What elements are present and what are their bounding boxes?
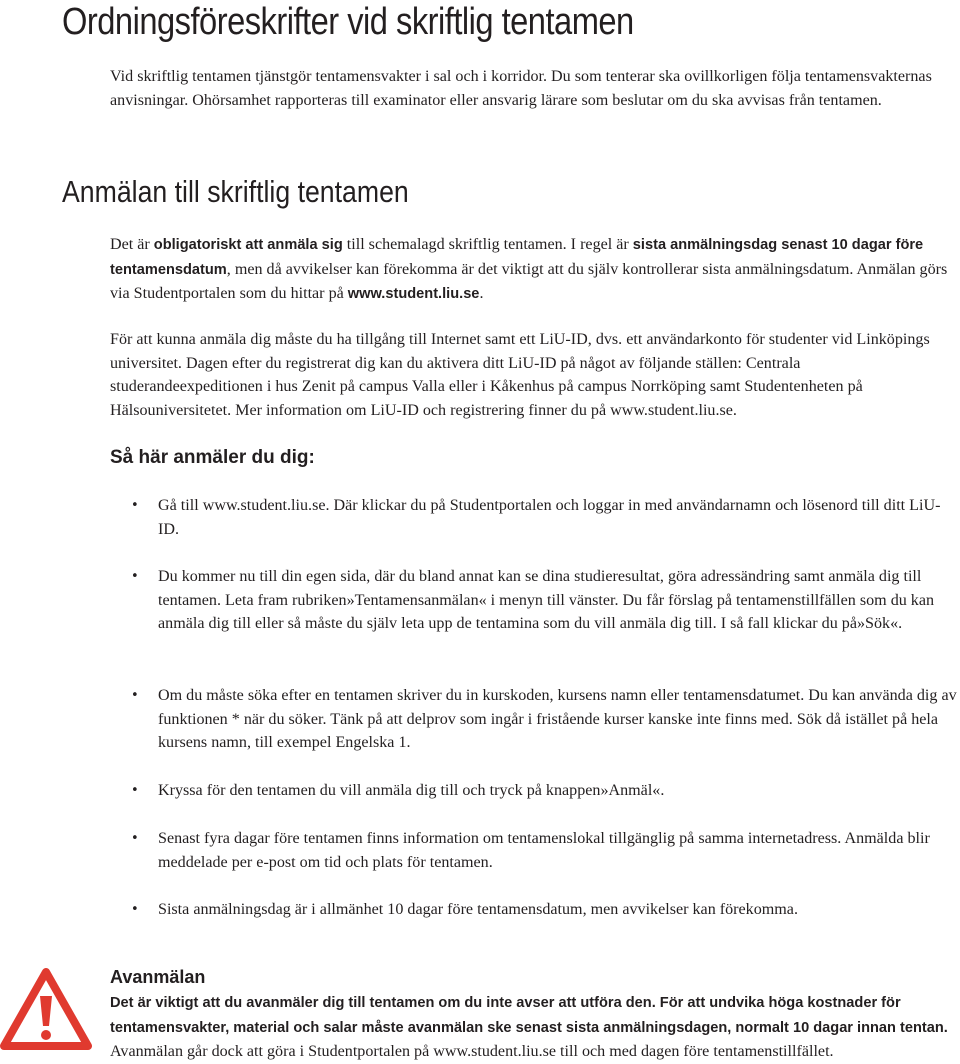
text-run: till schemalagd skriftlig tentamen. I regel är xyxy=(342,236,633,253)
howto-heading: Så här anmäler du dig: xyxy=(110,447,315,468)
cancellation-bold-text: Det är viktigt att du avanmäler dig till tentamen om du inte avser att utföra den. För att undvika höga kostnader för tentamensvakter, material och salar måste avanmälan ske senast sista anmälningsdagen, normalt 10 dagar innan tentan. xyxy=(110,995,948,1036)
list-item: • Sista anmälningsdag är i allmänhet 10 dagar före tentamensdatum, men avvikelser kan förekomma. xyxy=(158,898,958,922)
emphasis-deadline: sista anmälningsdag senast 10 dagar före tentamensdatum xyxy=(110,237,924,278)
registration-heading: Anmälan till skriftlig tentamen xyxy=(62,174,409,209)
intro-paragraph: Vid skriftlig tentamen tjänstgör tentamensvakter i sal och i korridor. Du som tenterar ska ovillkorligen följa tentamensvakternas anvisningar. Ohörsamhet rapporteras till examinator eller ansvarig lärare som beslutar om du ska avvisas från tentamen. xyxy=(110,68,932,109)
list-item: • Senast fyra dagar före tentamen finns information om tentamenslokal tillgänglig på samma internetadress. Anmälda blir meddelade per e-post om tid och plats för tentamen. xyxy=(158,827,958,874)
text-run: , men då avvikelser kan förekomma är det viktigt att du själv kontrollerar sista anmälningsdatum. Anmälan görs via Studentportalen som du hittar på xyxy=(110,260,948,302)
registration-paragraph-1 xyxy=(110,233,956,307)
emphasis-mandatory: obligatoriskt att anmäla sig xyxy=(153,237,343,253)
list-item: • Gå till www.student.liu.se. Där klickar du på Studentportalen och loggar in med användarnamn och lösenord till ditt LiU-ID. xyxy=(158,494,958,541)
cancellation-heading: Avanmälan xyxy=(110,967,206,987)
cancellation-text: Avanmälan går dock att göra i Studentportalen på www.student.liu.se till och med dagen före tentamenstillfället. xyxy=(110,1043,834,1060)
registration-paragraph-2: För att kunna anmäla dig måste du ha tillgång till Internet samt ett LiU-ID, dvs. ett användarkonto för studenter vid Linköpings universitet. Dagen efter du registrerat dig kan du aktivera ditt LiU-ID på något av följande ställen: Centrala studerandeexpeditionen i hus Zenit på campus Valla eller i Kåkenhus på campus Norrköping samt Studentenheten på Hälsouniversitetet. Mer information om LiU-ID och registrering finner du på www.student.liu.se. xyxy=(110,331,930,419)
text-run: . xyxy=(479,285,484,302)
list-item: • Du kommer nu till din egen sida, där du bland annat kan se dina studieresultat, göra adressändring samt anmäla dig till tentamen. Leta fram rubriken»Tentamensanmälan« i menyn till vänster. Du får förslag på tentamenstillfällen som du kan anmäla dig till eller så måste du själv leta upp de tentamina som du vill anmäla dig till. I så fall klickar du på»Sök«. xyxy=(158,565,958,636)
list-item: • Kryssa för den tentamen du vill anmäla dig till och tryck på knappen»Anmäl«. xyxy=(158,779,958,803)
page-title: Ordningsföreskrifter vid skriftlig tentamen xyxy=(62,1,634,43)
student-portal-link[interactable]: www.student.liu.se xyxy=(347,286,480,302)
list-item: • Om du måste söka efter en tentamen skriver du in kurskoden, kursens namn eller tentamensdatumet. Du kan använda dig av funktionen * när du söker. Tänk på att delprov som ingår i fristående kurser kanske inte finns med. Sök då istället på hela kursens namn, till exempel Engelska 1. xyxy=(158,684,958,755)
text-run: Det är xyxy=(110,236,154,253)
warning-triangle-icon xyxy=(0,966,92,1050)
cancellation-paragraph xyxy=(110,991,956,1064)
